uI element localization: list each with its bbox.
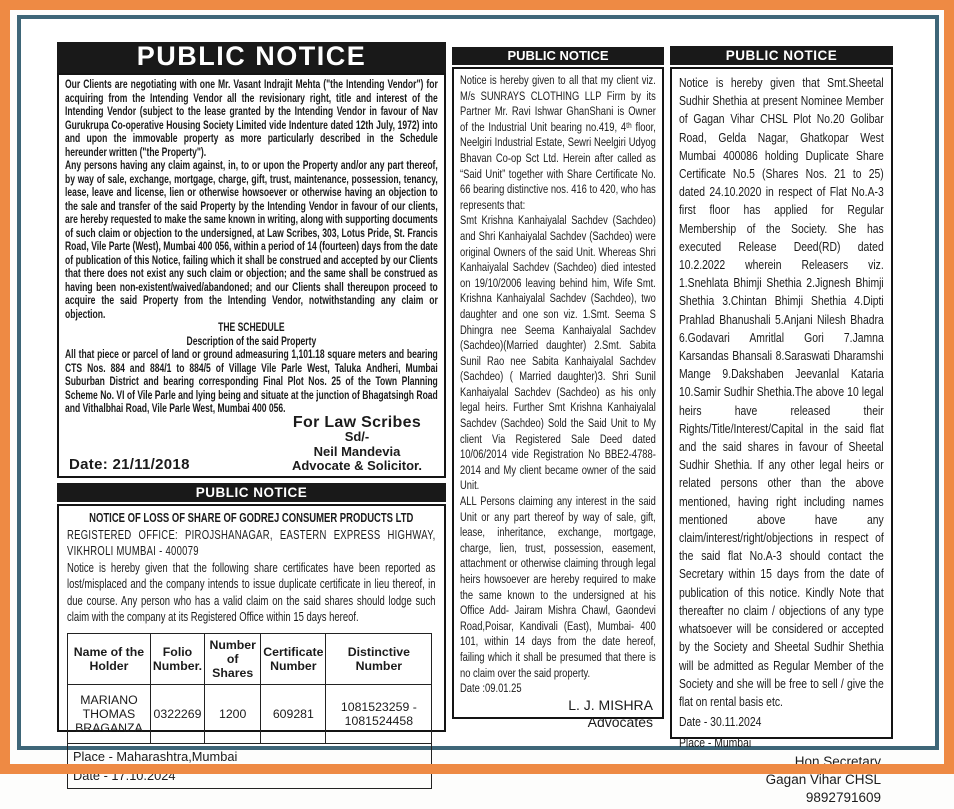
notice-date: Date :09.01.25 [460, 681, 522, 696]
notice-gagan-vihar-chsl [670, 46, 893, 806]
column-header: Certificate Number [261, 633, 326, 684]
notice-body [57, 504, 446, 783]
place-date-cell [68, 743, 432, 788]
notice-paragraph: ALL Persons claiming any interest in the said Unit or any part thereof by way of sale, gift, lease, inheritance, exchange, mortgage, charge, lien, trust, possession, easement, attachment or otherwise claiming through legal heirs howsoever are hereby required to make the same known to the undersigned at his Office Add- Jairam Mishra Chawl, Gaondevi Road,Poisar, Kandivali (East), Mumbai- 400 101, within 14 days from the date hereof, failing which it shall be presumed that there is no claim over the said property. [460, 494, 656, 680]
notice-banner: PUBLIC NOTICE [452, 47, 664, 65]
distinctive-number-cell: 1081523259 - 1081524458 [326, 684, 432, 743]
signature-for: For Law Scribes [292, 413, 422, 431]
notice-body [670, 67, 893, 806]
signature-name: L. J. MISHRA [568, 696, 653, 713]
notice-date: Date - 17.10.2024 [73, 767, 176, 783]
column-header: Number of Shares [205, 633, 261, 684]
notice-title: NOTICE OF LOSS OF SHARE OF GODREJ CONSUMER PRODUCTS LTD [89, 510, 414, 525]
registered-office: REGISTERED OFFICE: PIROJSHANAGAR, EASTERN EXPRESS HIGHWAY, VIKHROLI MUMBAI - 400079 [67, 526, 436, 558]
notice-paragraph: Smt Krishna Kanhaiyalal Sachdev (Sachdeo) and Shri Kanhaiyalal Sachdev (Sachdeo) were original Owners of the said Unit. Whereas Shri Kanhaiyalal Sachdev (Sachdeo) died intested on 19/10/2006 leaving behind him, Wife Smt. Krishna Kanhaiyalal Sachdev (Sachdeo), two daughter and one son viz. 1.Smt. Seema S Dhingra nee Seema Kanhaiyalal Sachdev (Sachdeo)(Married daughter) 2.Smt. Sabita Sunil Rao nee Sabita Kanhaiyalal Sachdev (Sachdeo) ( Married daughter)3. Shri Sunil Kanhaiyalal Sachdev (Sachdeo) as his only legal heirs. Further Smt Krishna Kanhaiyalal Sachdev (Sachdeo) Sold the Said Unit to My client Via Registered Sale Deed dated 10/06/2014 vide Registration No BBE2-4788-2014 and My client became owner of the said Unit. [460, 213, 656, 493]
notice-godrej-share-loss [57, 483, 446, 783]
signature-title: Advocates [587, 713, 653, 730]
notice-banner: PUBLIC NOTICE [57, 42, 446, 73]
table-row [68, 684, 432, 743]
schedule-heading: THE SCHEDULE [218, 320, 285, 334]
notice-footer [65, 413, 438, 476]
notice-body [57, 73, 446, 478]
notice-sunrays-clothing [452, 47, 664, 730]
notice-date: Date: 21/11/2018 [69, 455, 190, 473]
signature-society: Gagan Vihar CHSL [765, 772, 881, 788]
signature-sd: Sd/- [344, 429, 370, 444]
notice-date: Date - 30.11.2024 [679, 714, 762, 730]
notice-body [452, 67, 664, 730]
notice-paragraph: Our Clients are negotiating with one Mr. Vasant Indrajit Mehta ("the Intending Vendor") for acquiring from the Intending Vendor all the revisionary right, title and interest of the Intending Vendor (subject to the lease granted by the Intending Vendor in favour of Nav Gurukrupa Co-operative Housing Society Limited vide Indenture dated 12th July, 1972) into and upon the immovable property as more particularly described in the Schedule hereunder written ("the Property"). [65, 77, 438, 159]
notice-paragraph: Notice is hereby given that Smt.Sheetal Sudhir Shethia at present Nominee Member of Gagan Vihar CHSL Plot No.20 Golibar Road, Gelda Nagar, Ghatkopar West Mumbai 400086 holding Duplicate Share Certificate No.5 (Shares Nos. 21 to 25) dated 24.10.2020 in respect of Flat No.A-3 first floor has applied for Regular Membership of the Society. She has executed Release Deed(RD) dated 10.2.2022 wherein Releasers viz. 1.Snehlata Bhimji Shethia 2.Jignesh Bhimji Shethia 3.Chintan Bhimji Shethia 4.Dipti Prahlad Bhanushali 5.Anjani Nilesh Bhadra 6.Godavari Amritlal Gori 7.Jamna Karsandas Bhansali 8.Saraswati Dharamshi Mange 9.Dakshaben Jeevanlal Kataria 10.Samir Sudhir Shethia.The above 10 legal heirs have released their Rights/Title/Interest/Capital in the said flat and the said shares in favour of Sheetal Sudhir Shethia. If any other legal heirs or related persons other than the above mentioned, having right including names mentioned above have any claim/interest/right/objections in respect of the said flat No.A-3 should contact the Secretary within 15 days from the date of publication of this notice. Kindly Note that thereafter no claim / objections of any type whatsoever will be considered or accepted by the Society and Sheetal Sudhir Shethia will be admitted as Regular Member of the Society and she will be free to sell / give the flat on rental basis etc. [679, 75, 884, 709]
notice-paragraph: Notice is hereby given that the following share certificates have been reported as lost/misplaced and the company intends to issue duplicate certificate in lieu thereof, in due course. Any person who has a valid claim on the said shares should lodge such claim with the company at its Registered Office within 15 days hereof. [67, 559, 436, 624]
folio-number-cell: 0322269 [150, 684, 204, 743]
notice-place: Place - Maharashtra,Mumbai [73, 748, 238, 764]
shares-count-cell: 1200 [205, 684, 261, 743]
column-header: Distinctive Number [326, 633, 432, 684]
notice-banner: PUBLIC NOTICE [670, 46, 893, 65]
notice-place: Place - Mumbai [679, 735, 752, 751]
signature-name: Neil Mandevia [313, 443, 401, 459]
signature-block [679, 753, 884, 809]
signature-phone: 9892791609 [805, 790, 881, 806]
certificate-number-cell: 609281 [261, 684, 326, 743]
signature-block [291, 413, 438, 476]
notice-banner: PUBLIC NOTICE [57, 483, 446, 502]
signature-block [460, 697, 656, 733]
notice-paragraph: Any persons having any claim against, in, to or upon the Property and/or any part thereof, by way of sale, exchange, mortgage, charge, gift, trust, maintenance, possession, tenancy, lease, leave and license, lien or otherwise howsoever or otherwise having an objection to the sale and transfer of the said Property by the Intending Vendor in favour of our clients, are hereby requested to make the same known in writing, along with supporting documents of such claim or objection to the undersigned, at Law Scribes, 303, Lotus Pride, St. Francis Road, Vile Parte (West), Mumbai 400 056, within a period of 14 (fourteen) days from the date of publication of this Notice, failing which it shall be construed and accepted by our Clients that there does not exist any such claim or objection; and the same shall be construed as having been non-existent/waived/abandoned; and our Clients shall thereupon proceed to acquire the said Property from the Intending Vendor, notwithstanding any claim or objection. [65, 158, 438, 321]
notice-paragraph: Notice is hereby given to all that my client viz. M/s SUNRAYS CLOTHING LLP Firm by its Partner Mr. Ravi Ishwar GhanShani is Owner of the Industrial Unit bearing no.419, 4ᵗʰ floor, Neelgiri Industrial Estate, Sewri Neelgiri Udyog Bhavan Co-op Sct Ltd. Herein after called as “Said Unit” together with Share Certificate No. 66 bearing distinctive nos. 416 to 420, who has represents that: [460, 73, 656, 212]
notice-paragraph: All that piece or parcel of land or ground admeasuring 1,101.18 square meters and bearing CTS Nos. 884 and 884/1 to 884/5 of Village Vile Parle West, Taluka Andheri, Mumbai Suburban District and bearing corresponding Final Plot Nos. 25 of the Town Planning Scheme No. VI of Vile Parle and lying being and situate at the junction of Bhagatsingh Road and Vithalbhai Road, Vile Parle West, Mumbai 400 056. [65, 347, 438, 415]
notice-law-scribes [57, 42, 446, 478]
schedule-subheading: Description of the said Property [186, 333, 317, 348]
share-certificate-table [67, 633, 432, 789]
table-header-row [68, 633, 432, 684]
column-header: Name of the Holder [68, 633, 151, 684]
column-header: Folio Number. [150, 633, 204, 684]
signature-title: Advocate & Solicitor. [291, 458, 422, 473]
signature-title: Hon.Secretary [794, 754, 881, 770]
table-footer-row [68, 743, 432, 788]
holder-name-cell: MARIANO THOMAS BRAGANZA [68, 684, 151, 743]
